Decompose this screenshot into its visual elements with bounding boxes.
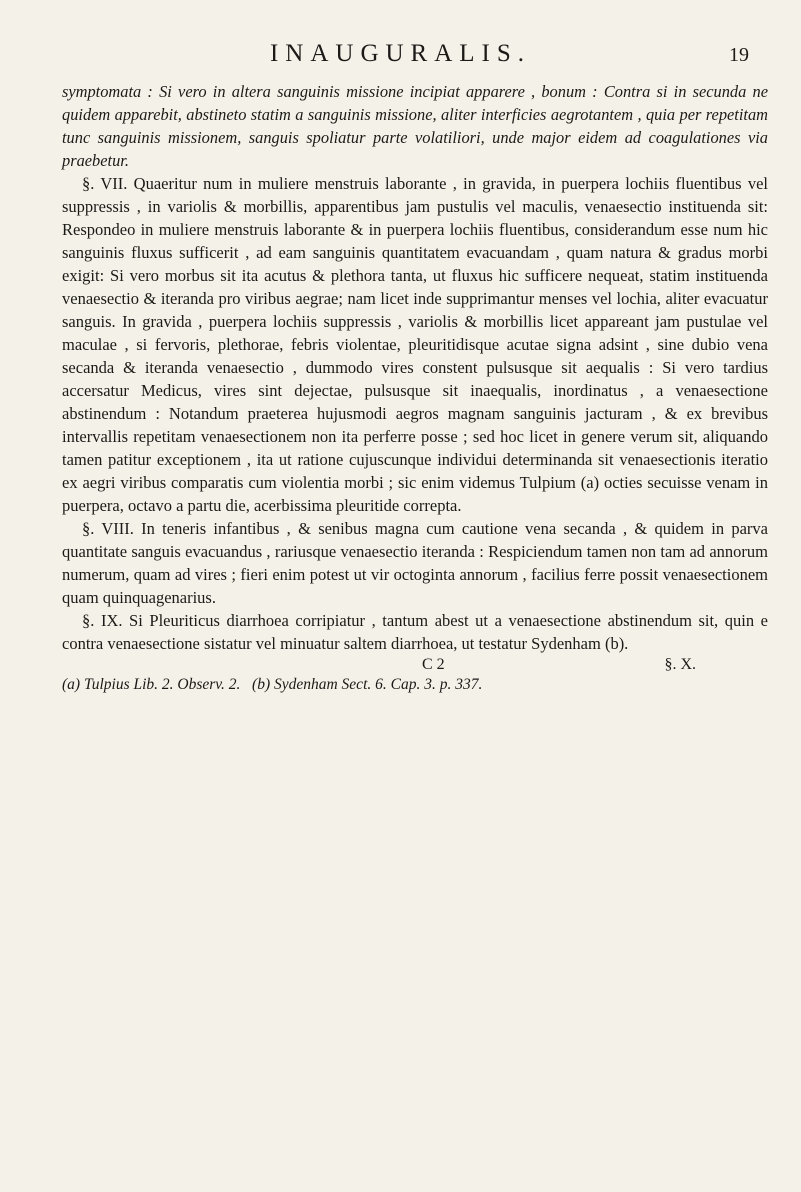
catchword: §. X. [664, 656, 696, 673]
section-ix: §. IX. Si Pleuriticus diarrhoea corripiatur , tantum abest ut a venaesectione abstinendum sit, quin e contra venaesectione sistatur vel minuatur saltem diarrhoea, ut testatur Sydenham (b). [62, 611, 768, 653]
running-title: INAUGURALIS. [269, 40, 532, 67]
body-text [62, 80, 768, 695]
signature-line [62, 655, 768, 675]
footnote-a: (a) Tulpius Lib. 2. Observ. 2. [62, 676, 241, 693]
footnotes [62, 675, 768, 695]
section-vii: §. VII. Quaeritur num in muliere menstruis laborante , in gravida, in puerpera lochiis fluentibus vel suppressis , in variolis & morbillis, apparentibus jam pustulis vel maculis, venaesectio instituenda sit: Respondeo in muliere menstruis laborante & in puerpera lochiis fluentibus, considerandum esse num hic sanguinis fluxus sufficerit , ad eam sanguinis quantitatem evacuandam , quam natura & gradus morbi exigit: Si vero morbus sit ita acutus & plethora tanta, ut fluxus hic sufficere nequeat, statim instituenda venaesectio & iteranda pro viribus aegrae; nam licet inde supprimantur menses vel lochia, aliter evacuatur sanguis. In gravida , puerpera lochiis suppressis , variolis & morbillis licet appareant jam pustulae vel maculae , si fervoris, plethorae, febris violentae, pleuritidisque acutae signa adsint , sine dubio vena secanda & iteranda venaesectio , dummodo vires constent pulsusque sit aequalis : Si vero tardius accersatur Medicus, vires sint dejectae, pulsusque sit inaequalis, inordinatus , a venaesectione abstinendum : Notandum praeterea hujusmodi aegros magnam sanguinis jacturam , & ex brevibus intervallis repetitam venaesectionem non ita perferre posse ; sed hoc licet in genere verum sit, aliquando tamen patitur exceptionem , ita ut ratione cujuscunque individui determinanda sit venaesectionis iteratio ex aegri viribus comparatis cum violentia morbi ; sic enim videmus Tulpium (a) octies secuisse venam in puerpera, octavo a partu die, acerbissima pleuritide correpta. [62, 174, 768, 515]
page-number: 19 [729, 44, 749, 66]
signature-mark: C 2 [422, 656, 445, 673]
opening-paragraph: symptomata : Si vero in altera sanguinis missione incipiat apparere , bonum : Contra si in secunda ne quidem apparebit, abstineto statim a sanguinis missione, aliter interficies aegrotantem , quia per repetitam tunc sanguinis missionem, sanguis spoliatur parte volatiliori, unde major eidem ad coagulationes via praebetur. [62, 82, 768, 170]
section-viii: §. VIII. In teneris infantibus , & senibus magna cum cautione vena secanda , & quidem in parva quantitate sanguis evacuandus , rariusque venaesectio iteranda : Respiciendum tamen non tam ad annorum numerum, quam ad vires ; fieri enim potest ut vir octoginta annorum , facilius ferre possit venaesectionem quam quinquagenarius. [62, 519, 768, 607]
footnote-b: (b) Sydenham Sect. 6. Cap. 3. p. 337. [252, 676, 483, 693]
